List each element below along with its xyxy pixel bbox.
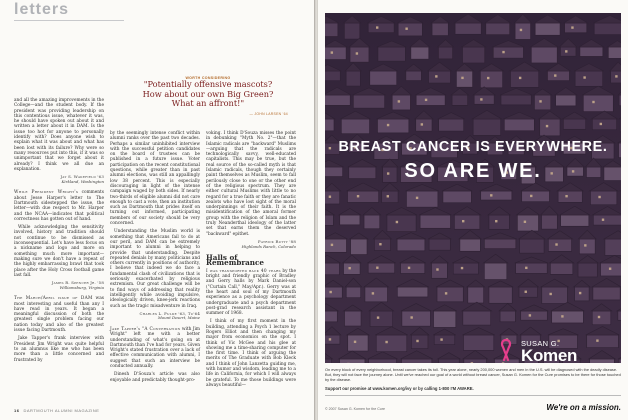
ad-headline-line-1: BREAST CANCER IS EVERYWHERE. bbox=[338, 139, 608, 155]
letters-column-3 bbox=[206, 131, 296, 391]
pull-quote bbox=[120, 76, 296, 116]
letter-text: comments about Jesse Harper's letter to The Dartmouth sidestepped the issue, the letter—with due respect to Mr. Harper and the NCAA—indicates that political correctness has gotten out of hand. bbox=[14, 190, 104, 222]
pull-quote-credit: — JOHN LARSEN '64 bbox=[249, 111, 288, 116]
letter-paragraph: voking. I think D'Souza misses the point in debunking "Myth No. 2"—that the Islamic radicals are "backward" Muslims—arguing that the radicals are technologically savvy, well-educated capitalists. This may be true, but the real source of the so-called myth is that Islamic radicals, though they certainly paint themselves as Muslim, seem to fall perilously close to one or the other end of the religious spectrum. They are either cultural Muslims with little to no regard for a true faith or they are fanatic zealots who have lost sight of the moral underpinnings of their faith. It is the misidentification of the amoral former group with the religion of Islam and the truly Neanderthal ideology of the latter set that earns them the deserved "backward" epithet. bbox=[206, 131, 296, 237]
letter-paragraph: Dinesh D'Souza's article was also enjoyable and predictably thought-pro- bbox=[110, 372, 200, 383]
letter-lead-in: Jake Tapper's "A Conversation bbox=[110, 326, 181, 332]
signature-name: Jay S. Wakefield '63 bbox=[60, 174, 104, 180]
letter-signature bbox=[206, 240, 296, 249]
rooftops-illustration bbox=[325, 13, 621, 363]
logo-komen: Komen bbox=[521, 346, 578, 363]
pull-quote-kicker: WORTH CONSIDERING bbox=[185, 76, 231, 80]
letter-text: by the bright and friendly graphic of Bradley and Gerry halls by Mark Daniel-son ("Curtain Call," May/Apr.). Gerry was at the heart and soul of my Dartmouth experience as a psychology department undergraduate and a psych department post-grad research assistant in the summer of 1968. bbox=[206, 268, 296, 317]
letters-column-1 bbox=[14, 98, 104, 366]
pull-quote-line: How about our own Big Green? bbox=[142, 88, 274, 99]
letter-signature bbox=[14, 175, 104, 184]
right-page-advertisement bbox=[318, 0, 628, 420]
letter-paragraph: I think of my first moment in the building, attending a Psych 1 lecture by Rogers Elliot and then changing my major from economics on the spot. I think of Vic McGee and his glee at showing me a time-sharing computer for the first time. I think of arguing the merits of The Graduate with Bob Kleck and I think of John Lanzetta guiding me, with humor and wisdom, leading me to a life in California, for which I will always be grateful. To me those buildings were always beautiful— bbox=[206, 319, 296, 388]
page-folio bbox=[14, 408, 99, 413]
letter-paragraph: and all the amazing improvements in the College—and the student body. If the president was providing leadership on this contentious issue, whatever it was, he should have spoken out about it and written a letter about it in DAM. Is the issue too hot for anyone to personally identify with? Does anyone wish to explain what it was about and what has been lost with its failure? Why were so many resources put into this, if it was so unimportant that we forget about it already? I think we all due an explanation. bbox=[14, 98, 104, 172]
letter-text: with Jim Wright" left me with a better understanding of what's going on at Dartmouth than I've had for years. Given Wright's stated frustration over a lack of effective communication with alumni, I suggest that such an interview be conducted annually. bbox=[110, 326, 200, 370]
pink-ribbon-icon bbox=[499, 339, 513, 361]
letter-lead-in: While President Wright's bbox=[14, 190, 79, 196]
ad-support-line: Support our promise at www.komen.org/ivy or by calling 1-800 I'M AWARE. bbox=[325, 386, 474, 391]
letter-paragraph bbox=[110, 327, 200, 369]
letter-lead-in: The March/April issue of DAM bbox=[14, 296, 93, 302]
signature-name: Patrick Rutty '88 bbox=[258, 238, 296, 244]
logo-susan-g: SUSAN G. bbox=[521, 339, 560, 348]
ad-tagline: We're on a mission. bbox=[546, 403, 621, 412]
letter-paragraph: by the seemingly intense conflict within alumni ranks over the past two decades. Perhaps a similar uninhibited interview with the successful petition candidates on the board of trustees can be published in a future issue. Voter participation on the recent constitutional questions, while greater than in past alumni elections, was still an appallingly low 38 percent. This is especially discouraging in light of the intense campaign waged by both sides. If nearly two-thirds of eligible alumni did not care enough to cast a vote, then an institution such as Dartmouth that prides itself on turning out informed, participating members of our society should be very concerned. bbox=[110, 131, 200, 227]
publication-title: DARTMOUTH ALUMNI MAGAZINE bbox=[23, 408, 100, 413]
signature-place: Kirkland, Washington bbox=[61, 178, 104, 184]
letter-paragraph: Understanding the Muslim world is something that Americans fail to do at our peril, and DAM can be extremely important to alumni in helping to provide that understanding. Despite repeated denials by many politicians and others currently in positions of authority, I believe that indeed we do face a fundamental clash of civilizations that is seriously exacerbated by religious extremism. Our great challenge will be to find ways of addressing that reality intelligently while avoiding impulsive, ideologically driven, knee-jerk reactions such as the tragic misadventure in Iraq. bbox=[110, 229, 200, 309]
page-number: 16 bbox=[14, 408, 20, 413]
letter-subheading: Halls of Remembrance bbox=[206, 253, 264, 268]
pull-quote-line: "Potentially offensive mascots? bbox=[143, 79, 273, 89]
letter-paragraph: Jake Tapper's frank interview with President Jim Wright was quite helpful to an alumnus like me who has been more than a little concerned and frustrated by bbox=[14, 336, 104, 363]
letter-text: was most interesting and useful than any I have read in years. It began a meaningful discussion of both the greatest single problem facing our nation today and also of the greatest issue facing Dartmouth. bbox=[14, 296, 105, 334]
ad-divider bbox=[325, 395, 621, 396]
ad-headline bbox=[325, 139, 621, 183]
letter-paragraph bbox=[14, 190, 104, 222]
signature-name: Charles L. Pulde '63, Tu'64 bbox=[139, 310, 200, 316]
ad-copyright: © 2007 Susan G. Komen for the Cure bbox=[325, 407, 385, 411]
signature-place: Williamsburg, Virginia bbox=[59, 284, 104, 290]
letters-column-2 bbox=[110, 131, 200, 386]
masthead-rule bbox=[14, 20, 124, 21]
ad-headline-line-2: SO ARE WE. bbox=[404, 160, 542, 182]
signature-place: Highlands Ranch, Colorado bbox=[241, 243, 296, 249]
komen-logo bbox=[499, 339, 599, 363]
letter-paragraph bbox=[206, 269, 296, 317]
signature-place: Mount Desert, Maine bbox=[157, 315, 200, 321]
ad-body-copy: On every block of every neighborhood, breast cancer takes its toll. This year alone, nearly 200,000 women and men in the U.S. will be diagnosed with the deadly disease. But, they will not face the journey alone. Until we've reached our goal of a world without breast cancer, Susan G. Komen for the Cure promises to be there for those touched by the disease. bbox=[325, 367, 621, 383]
letter-paragraph bbox=[14, 296, 104, 333]
section-masthead: letters bbox=[14, 1, 70, 18]
letter-paragraph: While acknowledging the sensitivity involved, history and tradition should not continue to be dismissed as inconsequential. Let's have less focus on a nickname and logo and more on something much more important—making sure we don't have a repeat of the highly embarrassing brawl that took place after the Holy Cross football game last fall. bbox=[14, 225, 104, 278]
neighborhood-photo bbox=[325, 13, 621, 363]
logo-cure bbox=[543, 362, 575, 363]
pull-quote-line: What an affront!" bbox=[171, 98, 245, 108]
letter-signature bbox=[110, 312, 200, 321]
letter-lead-in: I was transported back 40 years bbox=[206, 268, 281, 274]
letter-signature bbox=[14, 281, 104, 290]
signature-name: James R. Spencer Jr. '58 bbox=[51, 280, 104, 286]
